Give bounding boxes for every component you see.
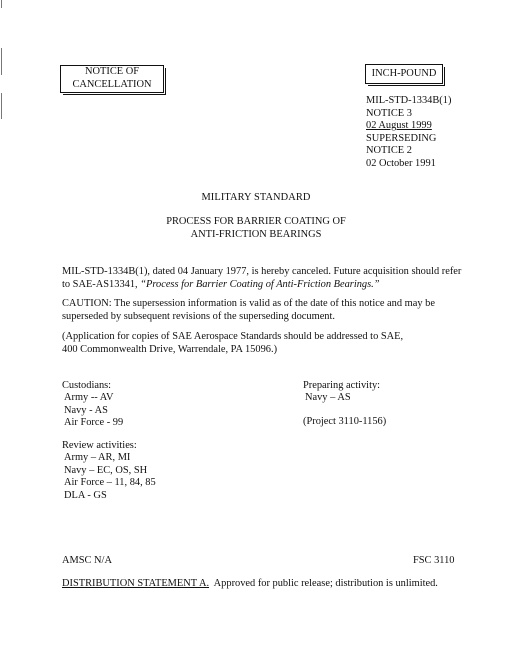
scan-edge-mark	[1, 0, 2, 8]
custodians-heading: Custodians:	[62, 380, 112, 391]
reference-prefix: to SAE-AS13341,	[62, 278, 141, 290]
custodian-item: Navy - AS	[64, 404, 108, 416]
paragraph-line: CAUTION: The supersession information is valid as of the date of this notice and may be	[62, 298, 435, 309]
caution-paragraph	[62, 298, 462, 324]
distribution-label: DISTRIBUTION STATEMENT A.	[62, 578, 210, 589]
review-heading: Review activities:	[62, 440, 137, 451]
scan-edge-mark	[1, 48, 2, 75]
project-number: (Project 3110-1156)	[303, 416, 387, 427]
custodians-list	[62, 380, 123, 430]
notice-box-line: NOTICE OF	[85, 66, 139, 77]
document-title	[0, 216, 512, 241]
review-item: Navy – EC, OS, SH	[64, 464, 148, 476]
notice-number: NOTICE 3	[366, 107, 412, 119]
distribution-statement	[62, 578, 438, 591]
preparing-activity-value: Navy – AS	[305, 392, 351, 404]
fsc-number: FSC 3110	[413, 555, 455, 566]
preparing-activity	[303, 380, 380, 405]
cancellation-paragraph	[62, 266, 462, 292]
document-title-line: PROCESS FOR BARRIER COATING OF	[166, 216, 346, 227]
document-identification	[366, 95, 451, 171]
custodian-item: Army -- AV	[64, 392, 114, 404]
amsc-number: AMSC N/A	[62, 555, 112, 566]
distribution-text: Approved for public release; distribution is unlimited.	[209, 578, 438, 589]
superseded-date: 02 October 1991	[366, 157, 436, 169]
review-item: DLA - GS	[64, 489, 107, 501]
paragraph-line	[62, 279, 462, 292]
paragraph-line: superseded by subsequent revisions of the superseding document.	[62, 310, 335, 322]
scan-edge-mark	[1, 93, 2, 119]
reference-title: “Process for Barrier Coating of Anti-Friction Bearings.”	[140, 278, 380, 290]
superseding-label: SUPERSEDING	[366, 132, 437, 144]
notice-date: 02 August 1999	[366, 120, 432, 132]
custodian-item: Air Force - 99	[64, 417, 124, 429]
notice-of-cancellation-box	[60, 65, 164, 93]
document-title-line: ANTI-FRICTION BEARINGS	[190, 228, 322, 240]
application-paragraph	[62, 331, 462, 357]
paragraph-line: (Application for copies of SAE Aerospace Standards should be addressed to SAE,	[62, 331, 404, 342]
superseded-notice: NOTICE 2	[366, 145, 412, 157]
inch-pound-box: INCH-POUND	[365, 64, 443, 84]
review-activities-list	[62, 440, 156, 502]
doc-number: MIL-STD-1334B(1)	[366, 95, 452, 106]
notice-box-line: CANCELLATION	[72, 78, 152, 90]
paragraph-line: MIL-STD-1334B(1), dated 04 January 1977, is hereby canceled. Future acquisition should refer	[62, 266, 462, 277]
review-item: Air Force – 11, 84, 85	[64, 477, 156, 489]
paragraph-line: 400 Commonwealth Drive, Warrendale, PA 15096.)	[62, 343, 278, 355]
standard-heading: MILITARY STANDARD	[201, 192, 311, 203]
review-item: Army – AR, MI	[64, 452, 131, 464]
preparing-heading: Preparing activity:	[303, 380, 381, 391]
